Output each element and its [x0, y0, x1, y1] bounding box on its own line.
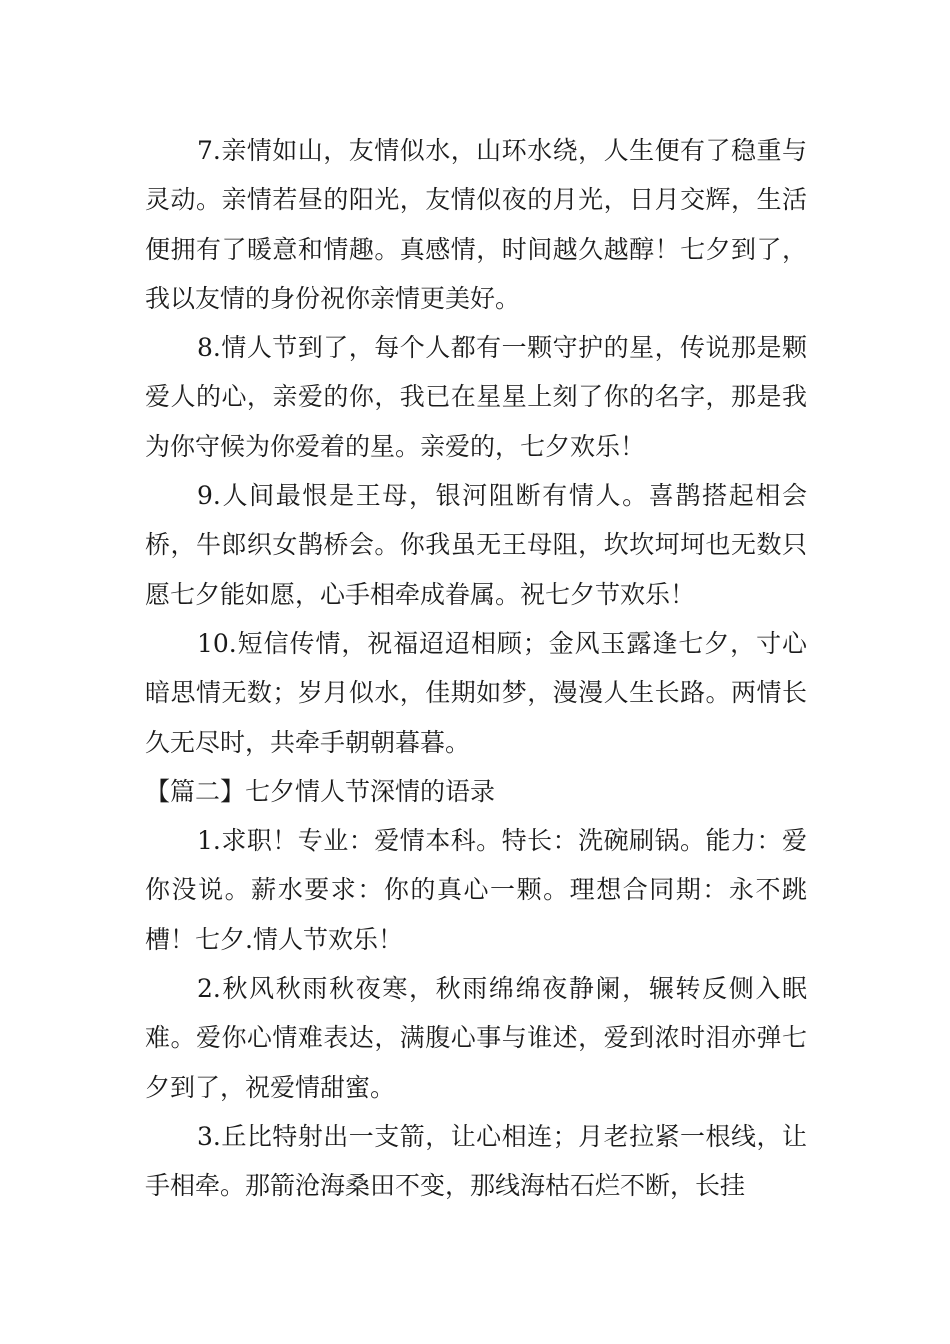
document-page — [145, 126, 807, 1211]
paragraph-10: 10.短信传情，祝福迢迢相顾；金风玉露逢七夕，寸心暗思情无数；岁月似水，佳期如梦，漫漫人生长路。两情长久无尽时，共牵手朝朝暮暮。 — [145, 628, 807, 757]
paragraph-1: 1.求职！专业：爱情本科。特长：洗碗刷锅。能力：爱你没说。薪水要求：你的真心一颗。理想合同期：永不跳槽！七夕.情人节欢乐！ — [145, 826, 807, 954]
paragraph-7: 7.亲情如山，友情似水，山环水绕，人生便有了稳重与灵动。亲情若昼的阳光，友情似夜的月光，日月交辉，生活便拥有了暖意和情趣。真感情，时间越久越醇！七夕到了，我以友情的身份祝你亲情更美好。 — [145, 136, 807, 313]
paragraph-9: 9.人间最恨是王母，银河阻断有情人。喜鹊搭起相会桥，牛郎织女鹊桥会。你我虽无王母阻，坎坎坷坷也无数只愿七夕能如愿，心手相牵成眷属。祝七夕节欢乐！ — [145, 481, 807, 609]
paragraph-8: 8.情人节到了，每个人都有一颗守护的星，传说那是颗爱人的心，亲爱的你，我已在星星上刻了你的名字，那是我为你守候为你爱着的星。亲爱的，七夕欢乐！ — [145, 333, 807, 461]
paragraph-3: 3.丘比特射出一支箭，让心相连；月老拉紧一根线，让手相牵。那箭沧海桑田不变，那线海枯石烂不断，长挂 — [145, 1121, 807, 1201]
paragraph-2: 2.秋风秋雨秋夜寒，秋雨绵绵夜静阑，辗转反侧入眠难。爱你心情难表达，满腹心事与谁述，爱到浓时泪亦弹七夕到了，祝爱情甜蜜。 — [145, 974, 807, 1102]
section-heading: 【篇二】七夕情人节深情的语录 — [145, 776, 496, 806]
